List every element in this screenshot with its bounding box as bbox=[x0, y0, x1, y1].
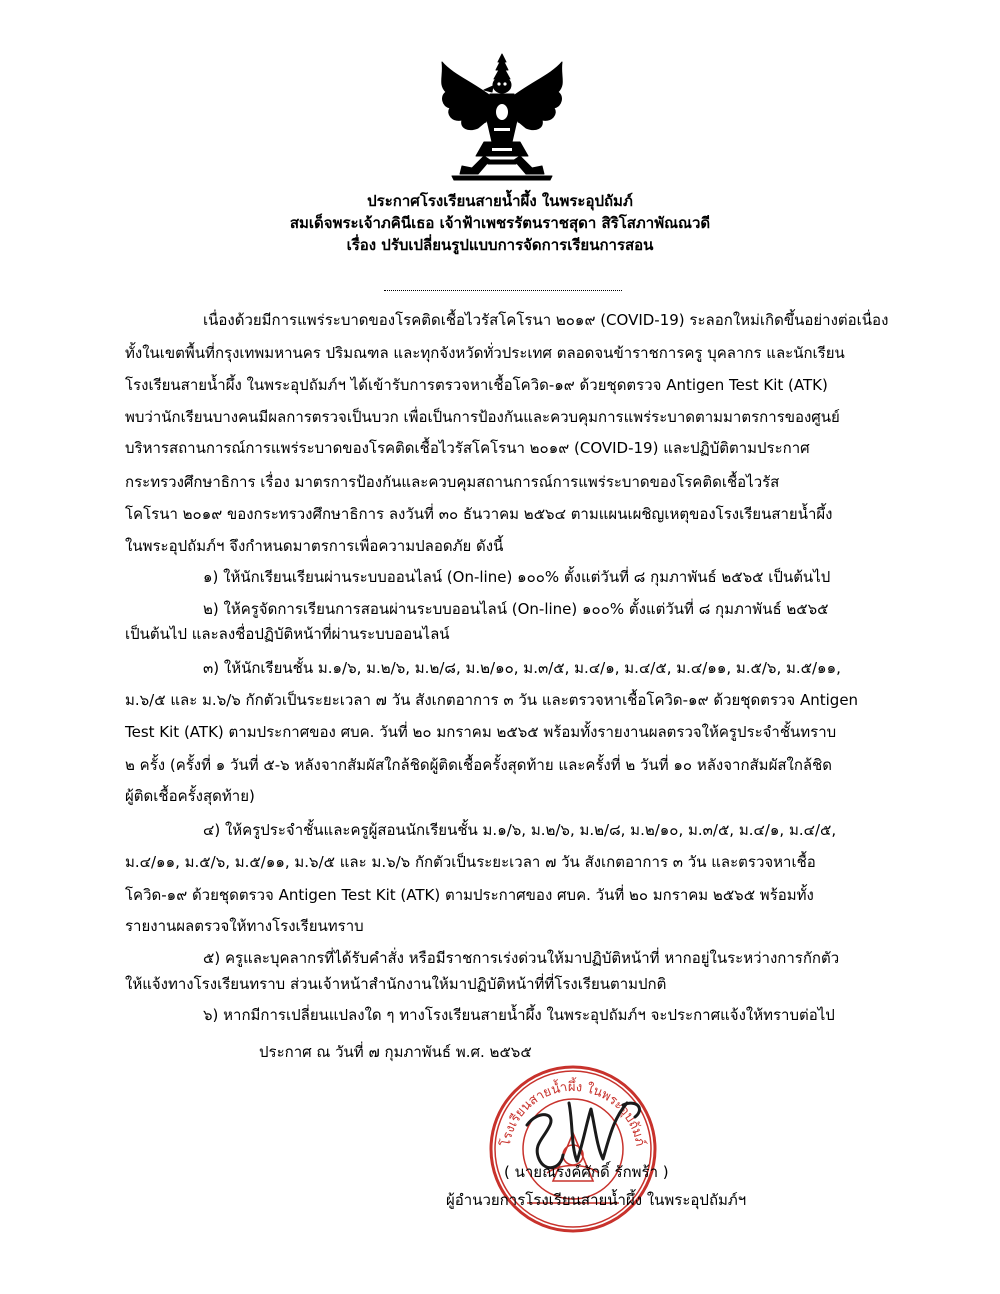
measure-item-6: ๖) หากมีการเปลี่ยนแปลงใด ๆ ทางโรงเรียนสายน้ำผึ้ง ในพระอุปถัมภ์ฯ จะประกาศแจ้งให้ทราบต่อไป bbox=[203, 1006, 835, 1024]
signer-position: ผู้อำนวยการโรงเรียนสายน้ำผึ้ง ในพระอุปถัมภ์ฯ bbox=[446, 1191, 747, 1209]
body-line: กระทรวงศึกษาธิการ เรื่อง มาตรการป้องกันและควบคุมสถานการณ์การแพร่ระบาดของโรคติดเชื้อไวรัส bbox=[125, 473, 780, 491]
body-line: โรงเรียนสายน้ำผึ้ง ในพระอุปถัมภ์ฯ ได้เข้ารับการตรวจหาเชื้อโควิด-๑๙ ด้วยชุดตรวจ Antigen Test Kit (ATK) bbox=[125, 376, 828, 394]
seal-text: โรงเรียนสายน้ำผึ้ง ในพระอุปถัมภ์ bbox=[498, 1079, 648, 1148]
announce-date: ประกาศ ณ วันที่ ๗ กุมภาพันธ์ พ.ศ. ๒๕๖๕ bbox=[259, 1043, 532, 1061]
announcement-header bbox=[0, 190, 1000, 256]
body-line: โควิด-๑๙ ด้วยชุดตรวจ Antigen Test Kit (ATK) ตามประกาศของ ศบค. วันที่ ๒๐ มกราคม ๒๕๖๕ พร้อมทั้ง bbox=[125, 886, 814, 904]
body-line: ผู้ติดเชื้อครั้งสุดท้าย) bbox=[125, 787, 255, 805]
garuda-emblem-icon bbox=[432, 52, 572, 184]
body-line: ๒ ครั้ง (ครั้งที่ ๑ วันที่ ๕-๖ หลังจากสัมผัสใกล้ชิดผู้ติดเชื้อครั้งสุดท้าย และครั้งที่ ๒ วันที่ ๑๐ หลังจากสัมผัสใกล้ชิด bbox=[125, 756, 833, 774]
body-line: ม.๔/๑๑, ม.๕/๖, ม.๕/๑๑, ม.๖/๕ และ ม.๖/๖ กักตัวเป็นระยะเวลา ๗ วัน สังเกตอาการ ๓ วัน และตรวจหาเชื้อ bbox=[125, 853, 816, 871]
announcement-title: ประกาศโรงเรียนสายน้ำผึ้ง ในพระอุปถัมภ์ bbox=[367, 192, 633, 210]
signer-name: ( นายณรงค์ศักดิ์ รักพร้า ) bbox=[504, 1163, 669, 1181]
body-line: บริหารสถานการณ์การแพร่ระบาดของโรคติดเชื้อไวรัสโคโรนา ๒๐๑๙ (COVID-19) และปฏิบัติตามประกาศ bbox=[125, 439, 810, 457]
body-line: ม.๖/๕ และ ม.๖/๖ กักตัวเป็นระยะเวลา ๗ วัน สังเกตอาการ ๓ วัน และตรวจหาเชื้อโควิด-๑๙ ด้วยชุดตรวจ Antigen bbox=[125, 691, 859, 709]
measure-item-5: ๕) ครูและบุคลากรที่ได้รับคำสั่ง หรือมีราชการเร่งด่วนให้มาปฏิบัติหน้าที่ หากอยู่ในระหว่างการกักตัว bbox=[203, 949, 840, 967]
body-line: ทั้งในเขตพื้นที่กรุงเทพมหานคร ปริมณฑล และทุกจังหวัดทั่วประเทศ ตลอดจนข้าราชการครู บุคลากร และนักเรียน bbox=[125, 344, 845, 362]
body-line: ในพระอุปถัมภ์ฯ จึงกำหนดมาตรการเพื่อความปลอดภัย ดังนี้ bbox=[125, 537, 504, 555]
body-line: เป็นต้นไป และลงชื่อปฏิบัติหน้าที่ผ่านระบบออนไลน์ bbox=[125, 625, 450, 643]
measure-item-4: ๔) ให้ครูประจำชั้นและครูผู้สอนนักเรียนชั้น ม.๑/๖, ม.๒/๖, ม.๒/๘, ม.๒/๑๐, ม.๓/๕, ม.๔/๑, ม.๔/๕, bbox=[203, 821, 837, 839]
body-line: เนื่องด้วยมีการแพร่ระบาดของโรคติดเชื้อไวรัสโคโรนา ๒๐๑๙ (COVID-19) ระลอกใหม่เกิดขึ้นอย่างต่อเนื่อง bbox=[203, 311, 889, 329]
measure-item-1: ๑) ให้นักเรียนเรียนผ่านระบบออนไลน์ (On-line) ๑๐๐% ตั้งแต่วันที่ ๘ กุมภาพันธ์ ๒๕๖๕ เป็นต้นไป bbox=[203, 568, 831, 586]
body-line: พบว่านักเรียนบางคนมีผลการตรวจเป็นบวก เพื่อเป็นการป้องกันและควบคุมการแพร่ระบาดตามมาตรการของศูนย์ bbox=[125, 408, 840, 426]
header-separator bbox=[384, 290, 622, 291]
measure-item-2: ๒) ให้ครูจัดการเรียนการสอนผ่านระบบออนไลน์ (On-line) ๑๐๐% ตั้งแต่วันที่ ๘ กุมภาพันธ์ ๒๕๖๕ bbox=[203, 600, 829, 618]
body-line: ให้แจ้งทางโรงเรียนทราบ ส่วนเจ้าหน้าสำนักงานให้มาปฏิบัติหน้าที่ที่โรงเรียนตามปกติ bbox=[125, 975, 667, 993]
body-line: รายงานผลตรวจให้ทางโรงเรียนทราบ bbox=[125, 917, 364, 935]
body-line: โคโรนา ๒๐๑๙ ของกระทรวงศึกษาธิการ ลงวันที่ ๓๐ ธันวาคม ๒๕๖๔ ตามแผนเผชิญเหตุของโรงเรียนสายน้ำผึ้ง bbox=[125, 505, 833, 523]
royal-patron-line: สมเด็จพระเจ้าภคินีเธอ เจ้าฟ้าเพชรรัตนราชสุดา สิริโสภาพัณณวดี bbox=[289, 214, 711, 232]
subject-line: เรื่อง ปรับเปลี่ยนรูปแบบการจัดการเรียนการสอน bbox=[346, 236, 654, 254]
measure-item-3: ๓) ให้นักเรียนชั้น ม.๑/๖, ม.๒/๖, ม.๒/๘, ม.๒/๑๐, ม.๓/๕, ม.๔/๑, ม.๔/๕, ม.๔/๑๑, ม.๕/๖, ม.๕/๑๑, bbox=[203, 659, 841, 677]
body-line: Test Kit (ATK) ตามประกาศของ ศบค. วันที่ ๒๐ มกราคม ๒๕๖๕ พร้อมทั้งรายงานผลตรวจให้ครูประจำชั้นทราบ bbox=[125, 723, 837, 741]
